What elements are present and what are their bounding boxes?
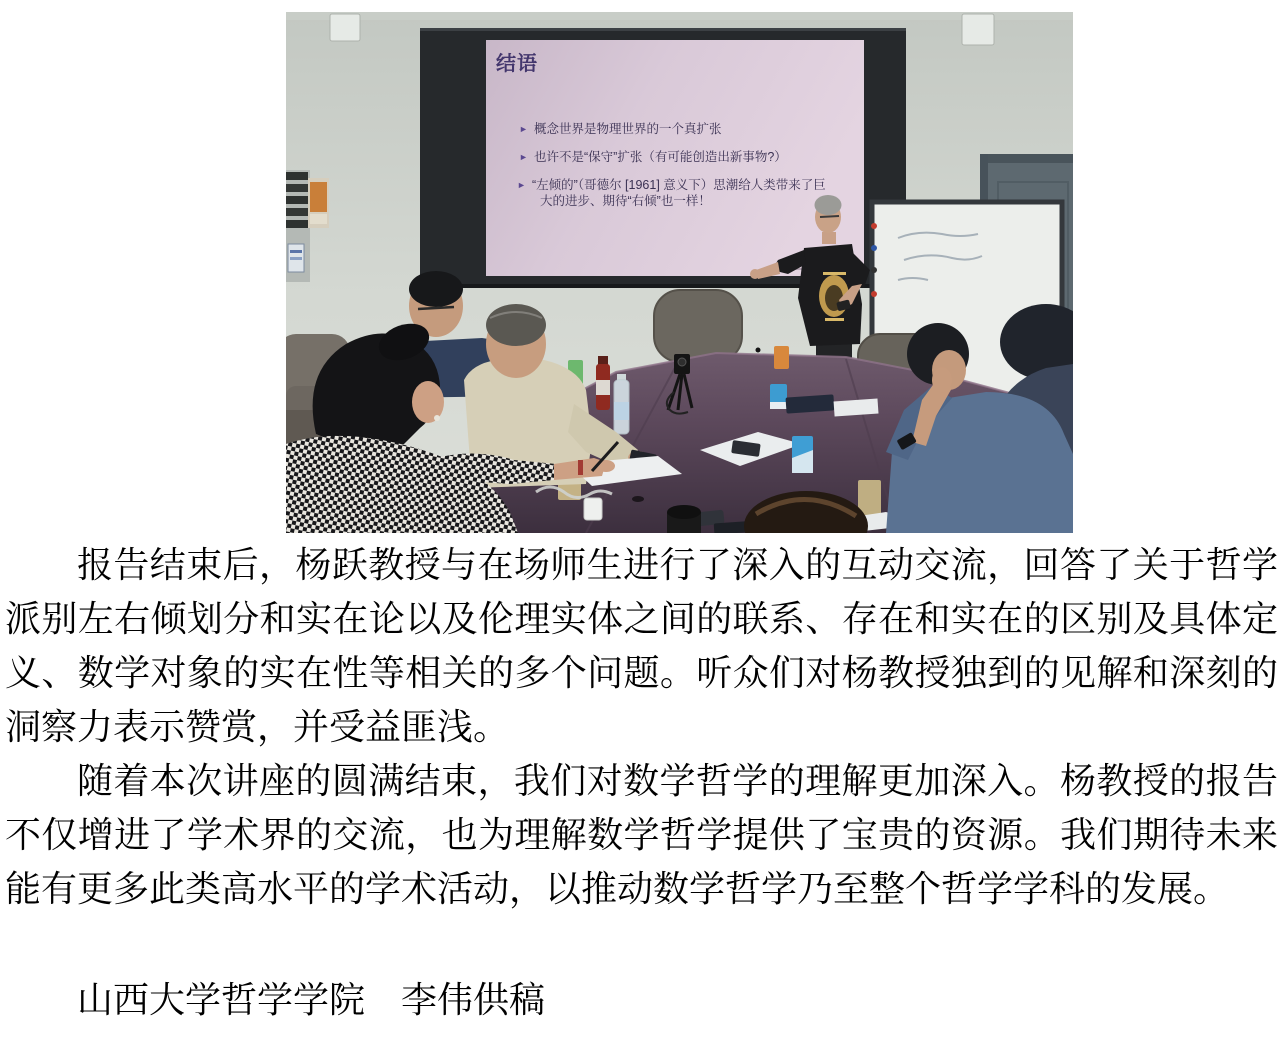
slide-bullet: 也许不是“保守”扩张（有可能创造出新事物?） xyxy=(534,150,787,164)
bullet-marker-icon: ► xyxy=(519,152,528,162)
bullet-marker-icon: ► xyxy=(517,180,526,190)
slide-title: 结语 xyxy=(496,53,538,75)
cable-grommet xyxy=(632,496,644,502)
wall-speaker-left xyxy=(330,14,360,41)
charger xyxy=(584,498,602,520)
speaker-puck xyxy=(667,505,701,533)
paragraph-line: 报告结束后，杨跃教授与在场师生进行了深入的互动交流，回答了关于哲学 xyxy=(77,545,1278,585)
byline: 山西大学哲学学院 李伟供稿 xyxy=(77,980,546,1020)
slide xyxy=(486,40,864,276)
slide-bullet: “左倾的”（哥德尔 [1961] 意义下）思潮给人类带来了巨 xyxy=(532,178,826,192)
paragraph-line: 义、数学对象的实在性等相关的多个问题。听众们对杨教授独到的见解和深刻的 xyxy=(5,653,1278,693)
article-body xyxy=(0,538,1285,1027)
wall-poster xyxy=(308,178,329,228)
notebook xyxy=(786,394,835,413)
air-vent xyxy=(286,170,310,282)
earring xyxy=(434,415,440,421)
blue-cup-far xyxy=(770,384,787,409)
paragraph-line: 派别左右倾划分和实在论以及伦理实体之间的联系、存在和实在的区别及具体定 xyxy=(5,599,1278,639)
tea-bottle xyxy=(596,356,610,410)
ceiling-line xyxy=(286,12,1073,20)
bracelet xyxy=(578,460,583,475)
slide-bullet: 概念世界是物理世界的一个真扩张 xyxy=(534,122,722,136)
paragraph-line: 能有更多此类高水平的学术活动，以推动数学哲学乃至整个哲学学科的发展。 xyxy=(5,869,1230,909)
lecture-photo[interactable] xyxy=(286,12,1073,533)
paragraph-line: 不仅增进了学术界的交流，也为理解数学哲学提供了宝贵的资源。我们期待未来 xyxy=(5,815,1278,855)
blue-cup-near xyxy=(792,436,813,473)
water-bottle xyxy=(614,374,629,434)
paragraph-line: 随着本次讲座的圆满结束，我们对数学哲学的理解更加深入。杨教授的报告 xyxy=(77,761,1278,801)
slide-bullet: 大的进步、期待“右倾”也一样！ xyxy=(540,194,711,208)
paragraph-line: 洞察力表示赞赏，并受益匪浅。 xyxy=(5,707,510,747)
wall-speaker-right xyxy=(962,14,994,45)
note-paper xyxy=(834,398,879,416)
orange-cup xyxy=(774,346,789,369)
bullet-marker-icon: ► xyxy=(519,124,528,134)
small-object xyxy=(756,348,761,353)
